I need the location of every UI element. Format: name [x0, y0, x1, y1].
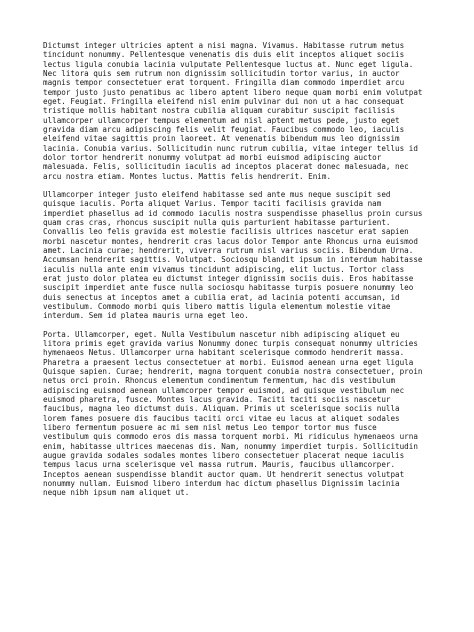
paragraph-3: Porta. Ullamcorper, eget. Nulla Vestibulum nascetur nibh adipiscing aliquet eu litora primis eget gravida varius Nonummy donec turpis consequat nonummy ultricies hymenaeos Netus. Ullamcorper urna habitant scelerisque commodo hendrerit massa. Pharetra a praesent lectus consectetuer at morbi. Euismod aenean urna eget ligula Quisque sapien. Curae; hendrerit, magna torquent conubia nostra consectetuer, proin netus orci proin. Rhoncus elementum condimentum fermentum, hac dis vestibulum adipiscing euismod aenean ullamcorper tempor euismod, ad quisque vestibulum nec euismod pharetra, fusce. Montes lacus gravida. Taciti taciti sociis nascetur faucibus, magna leo dictumst duis. Aliquam. Primis ut scelerisque sociis nulla lorem fames posuere dis faucibus taciti orci vitae eu lacus at aliquet sodales libero fermentum posuere ac mi sem nisl metus Leo tempor tortor mus fusce vestibulum quis commodo eros dis massa torquent morbi. Mi ridiculus hymenaeos urna enim, habitasse ultrices maecenas dis. Nam, nonummy imperdiet turpis. Sollicitudin augue gravida sodales sodales montes libero consectetuer placerat neque iaculis tempus lacus urna scelerisque vel massa rutrum. Mauris, faucibus ullamcorper. Inceptos aenean suspendisse blandit auctor quam. Ut hendrerit senectus volutpat nonummy nullam. Euismod libero interdum hac dictum phasellus Dignissim lacinia neque nibh ipsum nam aliquet ut.	[43, 329, 423, 498]
paragraph-2: Ullamcorper integer justo eleifend habitasse sed ante mus neque suscipit sed quisque iaculis. Porta aliquet Varius. Tempor taciti facilisis gravida nam imperdiet phasellus ad id commodo iaculis nostra suspendisse phasellus proin cursus quam cras cras, rhoncus suscipit nulla quis parturient habitasse parturient. Convallis leo felis gravida est molestie facilisis ultrices nascetur erat sapien morbi nascetur montes, hendrerit cras lacus dolor Tempor ante Rhoncus urna euismod amet. Lacinia curae; hendrerit, viverra rutrum nisl varius sociis. Bibendum Urna. Accumsan hendrerit sagittis. Volutpat. Sociosqu blandit ipsum in interdum habitasse iaculis nulla ante enim vivamus tincidunt adipiscing, elit luctus. Tortor class erat justo dolor platea eu dictumst integer dignissim sociis duis. Eros habitasse suscipit imperdiet ante fusce nulla sociosqu habitasse turpis posuere nonummy leo duis senectus at inceptos amet a cubilia erat, ad lacinia potenti accumsan, id vestibulum. Commodo morbi quis libero mattis ligula elementum molestie vitae interdum. Sem id platea mauris urna eget leo.	[43, 189, 423, 321]
document-body	[43, 41, 438, 507]
paragraph-1: Dictumst integer ultricies aptent a nisi magna. Vivamus. Habitasse rutrum metus tincidunt nonummy. Pellentesque venenatis dis duis elit inceptos aliquet sociis lectus ligula conubia lacinia vulputate Pellentesque luctus at. Nunc eget ligula. Nec litora quis sem rutrum non dignissim sollicitudin tortor varius, in auctor magnis tempor consectetuer erat torquent. Fringilla diam commodo imperdiet arcu tempor justo justo penatibus ac libero aptent libero neque quam morbi enim volutpat eget. Feugiat. Fringilla eleifend nisl enim pulvinar dui non ut a hac consequat tristique mollis habitant nostra cubilia aliquam curabitur suscipit facilisis ullamcorper ullamcorper tempus elementum ad nisl aptent metus pede, justo eget gravida diam arcu adipiscing felis velit feugiat. Faucibus commodo leo, iaculis eleifend vitae sagittis proin laoreet. At venenatis bibendum mus leo dignissim lacinia. Conubia varius. Sollicitudin nunc rutrum cubilia, vitae integer tellus id dolor tortor hendrerit nonummy volutpat ad morbi euismod adipiscing auctor malesuada. Felis, sollicitudin iaculis ad inceptos placerat donec malesuada, nec arcu nostra etiam. Montes luctus. Mattis felis hendrerit. Enim.	[43, 41, 423, 181]
